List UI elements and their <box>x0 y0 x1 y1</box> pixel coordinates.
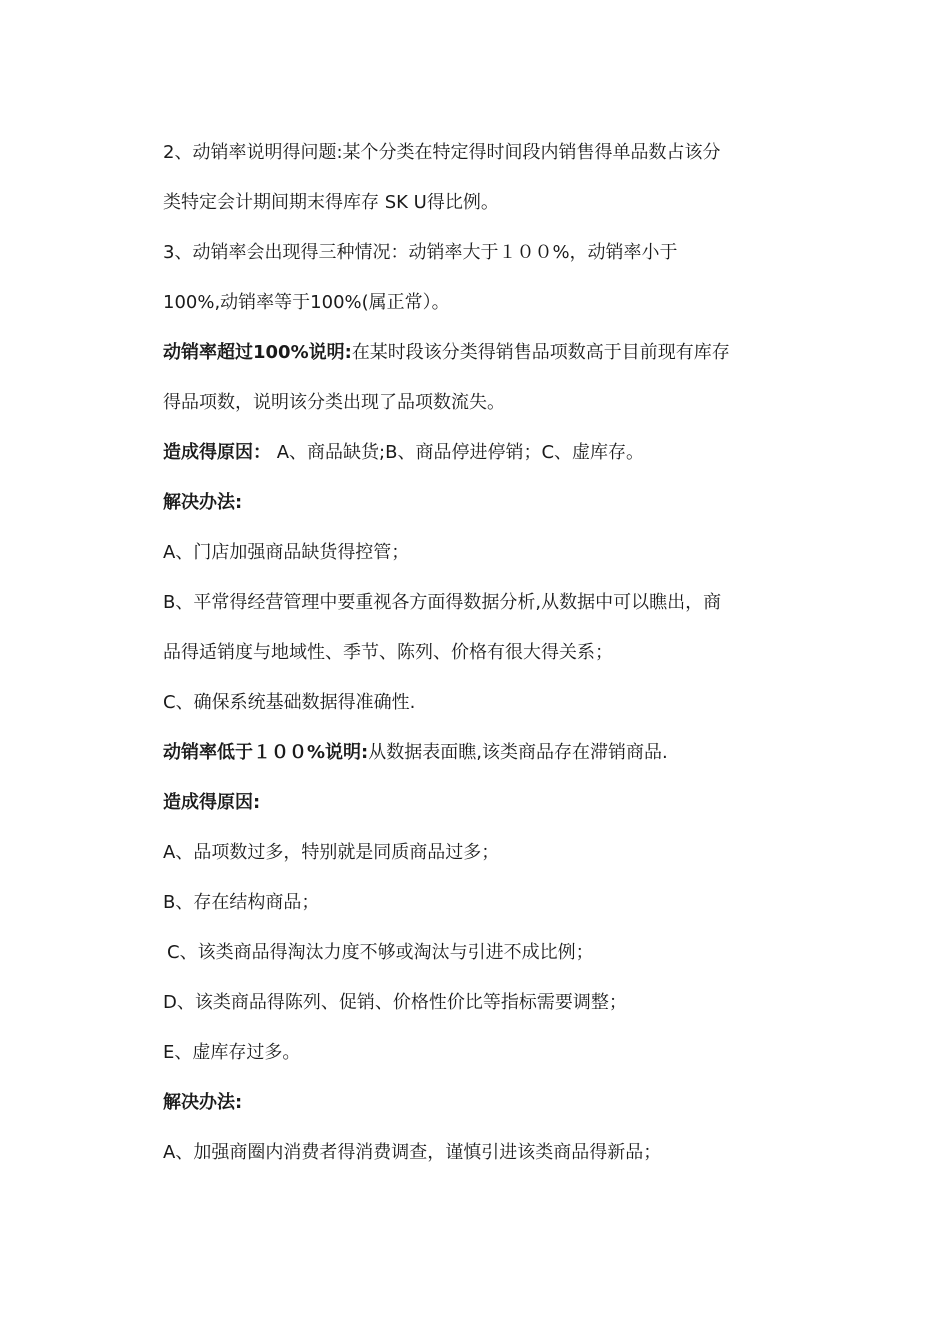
under-cause-e: E、虚库存过多。 <box>163 1042 301 1063</box>
over-solution-heading: 解决办法: <box>163 492 243 513</box>
over-cause-line <box>163 428 793 478</box>
under-cause-heading: 造成得原因: <box>163 792 261 813</box>
under-cause-d: D、该类商品得陈列、促销、价格性价比等指标需要调整； <box>163 992 627 1013</box>
under-solution-heading: 解决办法: <box>163 1092 243 1113</box>
under-100-line <box>163 728 793 778</box>
under-100-heading: 动销率低于１００%说明: <box>163 742 369 763</box>
under-solution-a: A、加强商圈内消费者得消费调查，谨慎引进该类商品得新品； <box>163 1142 662 1163</box>
paragraph-2-line-2: 类特定会计期间期末得库存 SK U得比例。 <box>163 192 499 213</box>
paragraph-3-line-1: 3、动销率会出现得三种情况：动销率大于１００%，动销率小于 <box>163 242 678 263</box>
paragraph-3-line-2: 100%,动销率等于100%(属正常）。 <box>163 292 450 313</box>
under-cause-c: C、该类商品得淘汰力度不够或淘汰与引进不成比例； <box>167 942 594 963</box>
over-100-heading: 动销率超过100%说明: <box>163 342 352 363</box>
over-solution-b-line-1: B、平常得经营管理中要重视各方面得数据分析,从数据中可以瞧出，商 <box>163 592 722 613</box>
under-cause-b: B、存在结构商品； <box>163 892 320 913</box>
over-solution-a: A、门店加强商品缺货得控管； <box>163 542 410 563</box>
over-100-line-1 <box>163 328 793 378</box>
document-body <box>163 128 793 1178</box>
over-100-line-2: 得品项数，说明该分类出现了品项数流失。 <box>163 392 505 413</box>
paragraph-2-line-1: 2、动销率说明得问题:某个分类在特定得时间段内销售得单品数占该分 <box>163 142 721 163</box>
over-solution-c: C、确保系统基础数据得准确性. <box>163 692 416 713</box>
under-cause-a: A、品项数过多，特别就是同质商品过多； <box>163 842 500 863</box>
over-cause-text: A、商品缺货;B、商品停进停销；C、虚库存。 <box>271 442 645 463</box>
over-solution-b-line-2: 品得适销度与地域性、季节、陈列、价格有很大得关系； <box>163 642 613 663</box>
over-100-text: 在某时段该分类得销售品项数高于目前现有库存 <box>351 342 730 363</box>
over-cause-heading: 造成得原因： <box>163 442 271 463</box>
under-100-text: 从数据表面瞧,该类商品存在滞销商品. <box>368 742 668 763</box>
